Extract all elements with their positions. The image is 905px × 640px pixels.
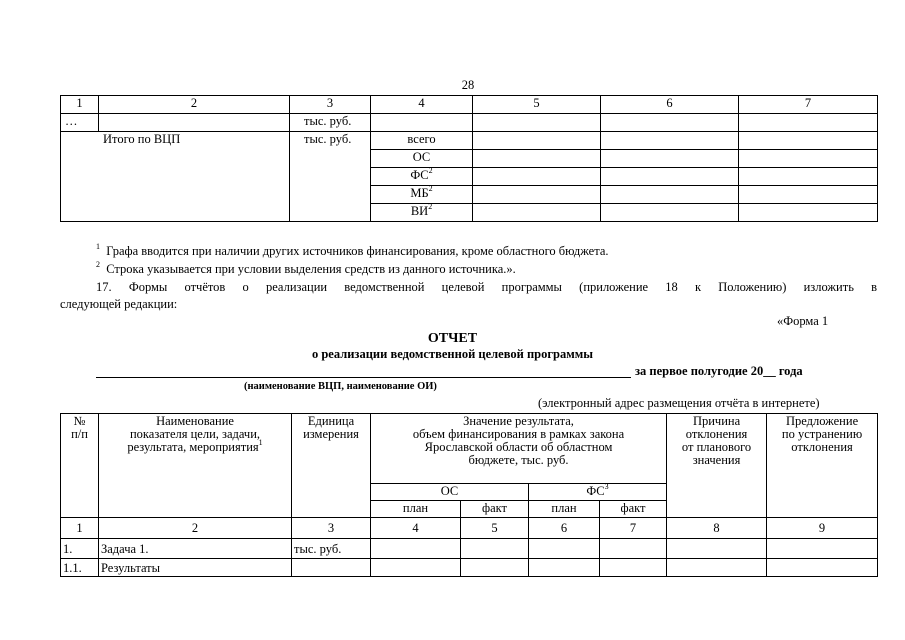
- header-reason: Причина отклонения от планового значения: [667, 414, 767, 518]
- header-fact: факт: [600, 501, 667, 518]
- total-label: Итого по ВЦП: [61, 132, 290, 222]
- column-number-row: [61, 518, 878, 539]
- header-unit: Единица измерения: [292, 414, 371, 518]
- col-number: 6: [529, 518, 600, 539]
- col-header: 6: [601, 96, 739, 114]
- col-number: 3: [292, 518, 371, 539]
- header-no: № п/п: [61, 414, 99, 518]
- col-number: 9: [767, 518, 878, 539]
- col-number: 8: [667, 518, 767, 539]
- table-row: [61, 559, 878, 577]
- col-number: 7: [600, 518, 667, 539]
- report-title: ОТЧЕТ: [427, 331, 478, 346]
- col-header: 1: [61, 96, 99, 114]
- budget-table: [60, 95, 878, 222]
- source-cell: $МБ^2$: [371, 186, 473, 204]
- row-name: Результаты: [99, 559, 292, 577]
- header-name: Наименование показателя цели, задачи, результата, мероприятия$^1$: [99, 414, 292, 518]
- footnote-1: $^1$ Графа вводится при наличии других источников финансирования, кроме областного бюджета.: [96, 241, 609, 258]
- col-header: 5: [473, 96, 601, 114]
- header-fs: $ФС^3$: [529, 484, 667, 501]
- header-os: ОС: [371, 484, 529, 501]
- form-label: «Форма 1: [777, 314, 829, 328]
- table-row: [61, 114, 878, 132]
- table-row: [61, 539, 878, 559]
- total-unit: тыс. руб.: [290, 132, 371, 222]
- header-value: Значение результата, объем финансирования в рамках закона Ярославской области об областном бюджете, тыс. руб.: [371, 414, 667, 484]
- source-cell: всего: [371, 132, 473, 150]
- col-header: 3: [290, 96, 371, 114]
- source-cell: $ФС^2$: [371, 168, 473, 186]
- table-header-row: [61, 96, 878, 114]
- source-cell: ОС: [371, 150, 473, 168]
- ellipsis-cell: …: [61, 114, 99, 132]
- col-header: 2: [99, 96, 290, 114]
- program-name-line: [96, 377, 631, 378]
- paragraph-line-1: 17. Формы отчётов о реализации ведомственной целевой программы (приложение 18 к Положению) изложить в: [96, 280, 877, 294]
- table-row: [61, 132, 878, 150]
- header-plan: план: [529, 501, 600, 518]
- col-number: 1: [61, 518, 99, 539]
- row-unit: тыс. руб.: [292, 539, 371, 559]
- paragraph-line-2: следующей редакции:: [60, 297, 178, 311]
- report-period: за первое полугодие 20__ года: [635, 364, 803, 378]
- page-number: 28: [461, 78, 475, 92]
- table-header-row: [61, 414, 878, 484]
- row-number: 1.: [61, 539, 99, 559]
- unit-cell: тыс. руб.: [290, 114, 371, 132]
- header-proposal: Предложение по устранению отклонения: [767, 414, 878, 518]
- col-number: 2: [99, 518, 292, 539]
- row-name: Задача 1.: [99, 539, 292, 559]
- row-unit: [292, 559, 371, 577]
- report-subtitle: о реализации ведомственной целевой программы: [311, 347, 594, 361]
- col-number: 4: [371, 518, 461, 539]
- source-cell: $ВИ^2$: [371, 204, 473, 222]
- col-header: 7: [739, 96, 878, 114]
- email-caption: (электронный адрес размещения отчёта в интернете): [538, 396, 820, 410]
- header-plan: план: [371, 501, 461, 518]
- row-number: 1.1.: [61, 559, 99, 577]
- col-header: 4: [371, 96, 473, 114]
- header-fact: факт: [461, 501, 529, 518]
- col-number: 5: [461, 518, 529, 539]
- footnote-2: $^2$ Строка указывается при условии выделения средств из данного источника.».: [96, 259, 516, 276]
- report-table: [60, 413, 878, 577]
- name-caption: (наименование ВЦП, наименование ОИ): [244, 381, 437, 392]
